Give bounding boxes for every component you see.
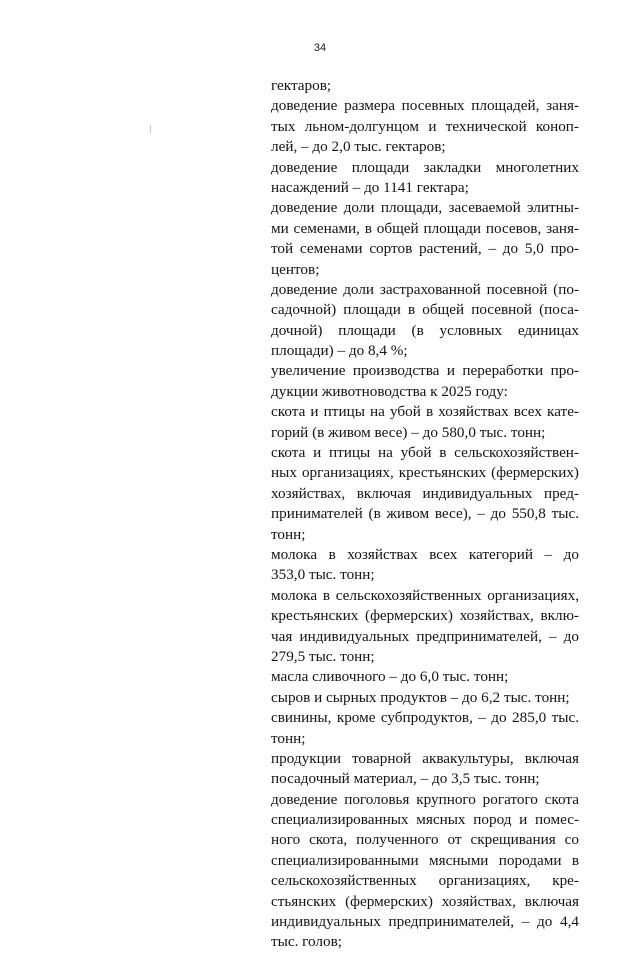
text-line: тых льном-долгунцом и технической коноп-: [271, 117, 579, 135]
text-line: горий (в живом весе) – до 580,0 тыс. тонн;: [271, 423, 546, 441]
text-line: индивидуальных предпринимателей, – до 4,4: [271, 913, 579, 931]
text-line: специализированных мясных пород и помес-: [271, 811, 579, 829]
text-line: крестьянских (фермерских) хозяйствах, вклю-: [271, 607, 579, 625]
document-body: [271, 76, 579, 953]
text-line: скота и птицы на убой в хозяйствах всех кате-: [271, 403, 579, 421]
text-line: принимателей (в живом весе), – до 550,8 тыс.: [271, 505, 579, 523]
text-line: насаждений – до 1141 гектара;: [271, 178, 469, 196]
text-line: доведение доли застрахованной посевной (по-: [271, 280, 579, 298]
text-line: хозяйствах, включая индивидуальных пред-: [271, 484, 579, 502]
text-line: лей, – до 2,0 тыс. гектаров;: [271, 138, 446, 156]
text-line: дукции животноводства к 2025 году:: [271, 382, 508, 400]
text-line: гектаров;: [271, 77, 332, 94]
text-line: дочной) площади (в условных единицах: [271, 321, 579, 339]
text-line: тонн;: [271, 525, 306, 543]
text-line: ми семенами, в общей площади посевов, заня-: [271, 219, 579, 237]
margin-mark: [150, 125, 151, 133]
text-line: стьянских (фермерских) хозяйствах, включая: [271, 892, 579, 910]
text-line: молока в хозяйствах всех категорий – до: [271, 545, 579, 563]
text-line: той семенами сортов растений, – до 5,0 про-: [271, 240, 579, 258]
text-line: ного скота, полученного от скрещивания со: [271, 831, 579, 849]
text-line: посадочный материал, – до 3,5 тыс. тонн;: [271, 770, 540, 788]
text-line: площади) – до 8,4 %;: [271, 342, 408, 360]
text-line: масла сливочного – до 6,0 тыс. тонн;: [271, 668, 509, 686]
text-line: доведение поголовья крупного рогатого скота: [271, 790, 579, 808]
text-line: скота и птицы на убой в сельскохозяйствен-: [271, 444, 579, 462]
text-line: свинины, кроме субпродуктов, – до 285,0 тыс.: [271, 709, 579, 727]
text-line: тонн;: [271, 729, 306, 747]
text-line: доведение площади закладки многолетних: [271, 158, 579, 176]
text-line: чая индивидуальных предпринимателей, – до: [271, 627, 579, 645]
text-line: центов;: [271, 260, 320, 278]
text-line: продукции товарной аквакультуры, включая: [271, 749, 579, 767]
text-line: сыров и сырных продуктов – до 6,2 тыс. тонн;: [271, 688, 570, 706]
text-line: 279,5 тыс. тонн;: [271, 647, 375, 665]
text-line: молока в сельскохозяйственных организациях,: [271, 586, 579, 604]
text-line: специализированными мясными породами в: [271, 851, 579, 869]
text-line: ных организациях, крестьянских (фермерских): [271, 464, 579, 482]
text-line: сельскохозяйственных организациях, кре-: [271, 872, 579, 890]
text-line: доведение доли площади, засеваемой элитны-: [271, 199, 579, 217]
text-line: 353,0 тыс. тонн;: [271, 566, 375, 584]
text-line: садочной) площади в общей посевной (поса-: [271, 301, 579, 319]
page-number: 34: [313, 42, 327, 54]
text-line: доведение размера посевных площадей, заня-: [271, 97, 579, 115]
text-line: тыс. голов;: [271, 933, 342, 951]
text-line: увеличение производства и переработки про-: [271, 362, 579, 380]
